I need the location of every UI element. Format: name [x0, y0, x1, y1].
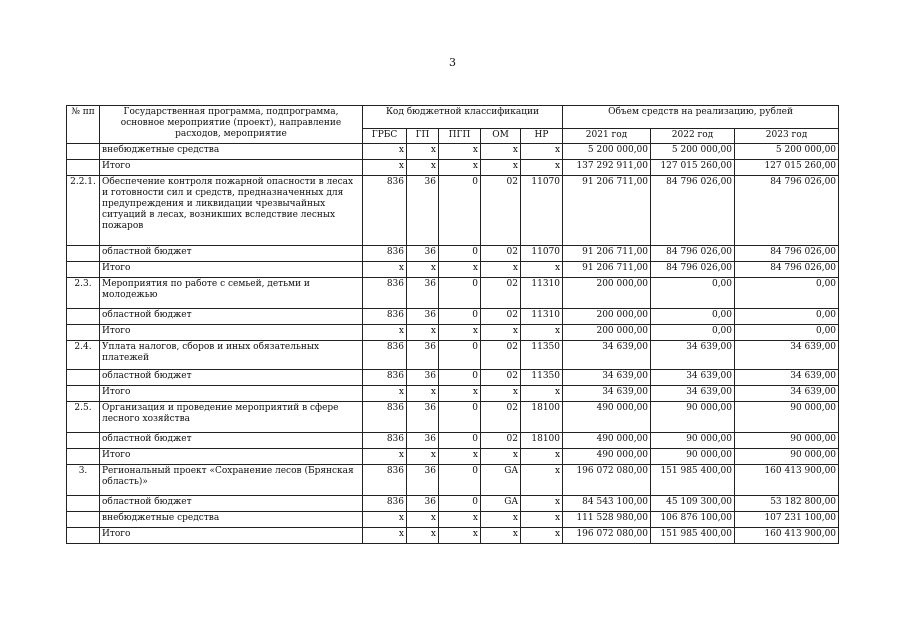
header-code-pgp: ПГП: [439, 129, 481, 144]
code-nr-cell: 11310: [521, 309, 563, 325]
amount-2023-cell: 34 639,00: [735, 386, 839, 402]
header-code-grbs: ГРБС: [363, 129, 407, 144]
header-code-gp: ГП: [407, 129, 439, 144]
amount-2023-cell: 160 413 900,00: [735, 528, 839, 544]
code-om-cell: 02: [481, 309, 521, 325]
amount-2021-cell: 196 072 080,00: [563, 528, 651, 544]
table-row: [67, 176, 839, 246]
amount-2023-cell: 5 200 000,00: [735, 144, 839, 160]
header-code-om: ОМ: [481, 129, 521, 144]
code-grbs-cell: x: [363, 386, 407, 402]
code-grbs-cell: x: [363, 325, 407, 341]
amount-2023-cell: 107 231 100,00: [735, 512, 839, 528]
code-pgp-cell: x: [439, 449, 481, 465]
header-num: № пп: [67, 106, 100, 144]
code-om-cell: 02: [481, 176, 521, 246]
code-nr-cell: x: [521, 160, 563, 176]
row-name-cell: Итого: [100, 449, 363, 465]
code-pgp-cell: x: [439, 386, 481, 402]
code-pgp-cell: 0: [439, 496, 481, 512]
code-pgp-cell: x: [439, 512, 481, 528]
table-row: [67, 402, 839, 433]
code-nr-cell: x: [521, 386, 563, 402]
code-om-cell: x: [481, 512, 521, 528]
code-nr-cell: x: [521, 465, 563, 496]
table-row: [67, 449, 839, 465]
amount-2023-cell: 34 639,00: [735, 341, 839, 370]
code-gp-cell: x: [407, 262, 439, 278]
code-grbs-cell: x: [363, 144, 407, 160]
amount-2021-cell: 91 206 711,00: [563, 176, 651, 246]
code-pgp-cell: x: [439, 262, 481, 278]
table-row: [67, 160, 839, 176]
row-number-cell: [67, 512, 100, 528]
amount-2023-cell: 160 413 900,00: [735, 465, 839, 496]
row-name-cell: Итого: [100, 325, 363, 341]
row-name-cell: областной бюджет: [100, 309, 363, 325]
amount-2022-cell: 106 876 100,00: [651, 512, 735, 528]
row-name-cell: Мероприятия по работе с семьей, детьми и молодежью: [100, 278, 363, 309]
row-name-cell: областной бюджет: [100, 246, 363, 262]
amount-2023-cell: 127 015 260,00: [735, 160, 839, 176]
code-gp-cell: x: [407, 144, 439, 160]
code-om-cell: x: [481, 449, 521, 465]
code-nr-cell: 11350: [521, 370, 563, 386]
amount-2022-cell: 34 639,00: [651, 386, 735, 402]
code-gp-cell: x: [407, 449, 439, 465]
row-number-cell: [67, 496, 100, 512]
amount-2022-cell: 84 796 026,00: [651, 176, 735, 246]
table-row: [67, 528, 839, 544]
amount-2022-cell: 0,00: [651, 278, 735, 309]
code-om-cell: 02: [481, 341, 521, 370]
row-name-cell: областной бюджет: [100, 496, 363, 512]
row-number-cell: [67, 370, 100, 386]
amount-2021-cell: 490 000,00: [563, 449, 651, 465]
row-number-cell: [67, 433, 100, 449]
header-code-nr: НР: [521, 129, 563, 144]
amount-2021-cell: 490 000,00: [563, 433, 651, 449]
amount-2021-cell: 84 543 100,00: [563, 496, 651, 512]
table-row: [67, 496, 839, 512]
amount-2023-cell: 84 796 026,00: [735, 262, 839, 278]
table-row: [67, 262, 839, 278]
code-gp-cell: x: [407, 528, 439, 544]
amount-2021-cell: 200 000,00: [563, 309, 651, 325]
table-row: [67, 246, 839, 262]
table-row: [67, 465, 839, 496]
code-pgp-cell: 0: [439, 465, 481, 496]
amount-2023-cell: 34 639,00: [735, 370, 839, 386]
amount-2022-cell: 84 796 026,00: [651, 262, 735, 278]
amount-2022-cell: 45 109 300,00: [651, 496, 735, 512]
code-grbs-cell: 836: [363, 341, 407, 370]
code-grbs-cell: 836: [363, 278, 407, 309]
code-grbs-cell: 836: [363, 309, 407, 325]
code-grbs-cell: 836: [363, 433, 407, 449]
code-om-cell: x: [481, 528, 521, 544]
amount-2023-cell: 0,00: [735, 278, 839, 309]
code-nr-cell: 11310: [521, 278, 563, 309]
row-number-cell: 2.5.: [67, 402, 100, 433]
amount-2022-cell: 5 200 000,00: [651, 144, 735, 160]
page-number: 3: [449, 56, 456, 69]
row-name-cell: внебюджетные средства: [100, 512, 363, 528]
amount-2022-cell: 151 985 400,00: [651, 465, 735, 496]
amount-2021-cell: 91 206 711,00: [563, 262, 651, 278]
code-grbs-cell: 836: [363, 176, 407, 246]
code-nr-cell: 18100: [521, 402, 563, 433]
amount-2021-cell: 200 000,00: [563, 325, 651, 341]
amount-2023-cell: 53 182 800,00: [735, 496, 839, 512]
amount-2021-cell: 34 639,00: [563, 370, 651, 386]
table-row: [67, 386, 839, 402]
table-row: [67, 433, 839, 449]
amount-2023-cell: 90 000,00: [735, 433, 839, 449]
table-header: [67, 106, 839, 144]
row-name-cell: Обеспечение контроля пожарной опасности в лесах и готовности сил и средств, предназначенных для предупреждения и ликвидации чрезвычайных ситуаций в лесах, возникших вследствие лесных пожаров: [100, 176, 363, 246]
code-om-cell: x: [481, 160, 521, 176]
amount-2021-cell: 111 528 980,00: [563, 512, 651, 528]
code-grbs-cell: x: [363, 449, 407, 465]
header-name: Государственная программа, подпрограмма, основное мероприятие (проект), направление расходов, мероприятие: [100, 106, 363, 144]
code-gp-cell: x: [407, 325, 439, 341]
header-year-2021: 2021 год: [563, 129, 651, 144]
code-om-cell: x: [481, 262, 521, 278]
header-year-2023: 2023 год: [735, 129, 839, 144]
row-name-cell: Региональный проект «Сохранение лесов (Брянская область)»: [100, 465, 363, 496]
row-name-cell: областной бюджет: [100, 433, 363, 449]
code-om-cell: 02: [481, 370, 521, 386]
row-name-cell: областной бюджет: [100, 370, 363, 386]
code-om-cell: x: [481, 325, 521, 341]
code-pgp-cell: 0: [439, 309, 481, 325]
row-name-cell: Итого: [100, 528, 363, 544]
amount-2021-cell: 5 200 000,00: [563, 144, 651, 160]
row-number-cell: [67, 160, 100, 176]
amount-2022-cell: 90 000,00: [651, 433, 735, 449]
code-gp-cell: 36: [407, 402, 439, 433]
code-gp-cell: x: [407, 512, 439, 528]
code-nr-cell: x: [521, 325, 563, 341]
amount-2023-cell: 0,00: [735, 309, 839, 325]
row-number-cell: [67, 144, 100, 160]
code-grbs-cell: x: [363, 512, 407, 528]
code-om-cell: x: [481, 144, 521, 160]
code-gp-cell: 36: [407, 496, 439, 512]
table-row: [67, 325, 839, 341]
row-number-cell: [67, 528, 100, 544]
row-number-cell: 2.2.1.: [67, 176, 100, 246]
code-grbs-cell: x: [363, 160, 407, 176]
code-nr-cell: x: [521, 528, 563, 544]
code-gp-cell: 36: [407, 278, 439, 309]
row-number-cell: [67, 449, 100, 465]
code-grbs-cell: 836: [363, 465, 407, 496]
amount-2021-cell: 196 072 080,00: [563, 465, 651, 496]
code-gp-cell: 36: [407, 465, 439, 496]
row-number-cell: [67, 386, 100, 402]
header-budget-code-group: Код бюджетной классификации: [363, 106, 563, 129]
code-grbs-cell: 836: [363, 246, 407, 262]
header-year-2022: 2022 год: [651, 129, 735, 144]
code-grbs-cell: 836: [363, 402, 407, 433]
budget-table: [66, 105, 839, 544]
row-name-cell: Итого: [100, 160, 363, 176]
code-gp-cell: 36: [407, 370, 439, 386]
amount-2022-cell: 34 639,00: [651, 341, 735, 370]
code-om-cell: x: [481, 386, 521, 402]
table-body: [67, 144, 839, 544]
row-number-cell: [67, 325, 100, 341]
row-name-cell: Итого: [100, 386, 363, 402]
amount-2023-cell: 84 796 026,00: [735, 246, 839, 262]
code-pgp-cell: x: [439, 325, 481, 341]
code-gp-cell: 36: [407, 176, 439, 246]
code-grbs-cell: 836: [363, 496, 407, 512]
amount-2022-cell: 127 015 260,00: [651, 160, 735, 176]
code-nr-cell: x: [521, 496, 563, 512]
row-number-cell: 2.3.: [67, 278, 100, 309]
code-pgp-cell: 0: [439, 402, 481, 433]
amount-2022-cell: 90 000,00: [651, 402, 735, 433]
code-om-cell: 02: [481, 278, 521, 309]
amount-2022-cell: 151 985 400,00: [651, 528, 735, 544]
code-nr-cell: x: [521, 144, 563, 160]
row-number-cell: [67, 309, 100, 325]
code-pgp-cell: 0: [439, 246, 481, 262]
code-gp-cell: 36: [407, 341, 439, 370]
amount-2023-cell: 0,00: [735, 325, 839, 341]
code-om-cell: 02: [481, 402, 521, 433]
code-gp-cell: x: [407, 386, 439, 402]
code-pgp-cell: 0: [439, 176, 481, 246]
code-om-cell: 02: [481, 246, 521, 262]
code-pgp-cell: x: [439, 528, 481, 544]
code-om-cell: 02: [481, 433, 521, 449]
header-amount-group: Объем средств на реализацию, рублей: [563, 106, 839, 129]
row-name-cell: Организация и проведение мероприятий в сфере лесного хозяйства: [100, 402, 363, 433]
row-number-cell: [67, 262, 100, 278]
amount-2023-cell: 90 000,00: [735, 449, 839, 465]
row-number-cell: [67, 246, 100, 262]
amount-2022-cell: 0,00: [651, 309, 735, 325]
table-row: [67, 278, 839, 309]
amount-2021-cell: 34 639,00: [563, 386, 651, 402]
row-name-cell: Уплата налогов, сборов и иных обязательных платежей: [100, 341, 363, 370]
row-name-cell: внебюджетные средства: [100, 144, 363, 160]
code-nr-cell: x: [521, 449, 563, 465]
table-row: [67, 309, 839, 325]
amount-2022-cell: 34 639,00: [651, 370, 735, 386]
code-gp-cell: x: [407, 160, 439, 176]
code-nr-cell: x: [521, 512, 563, 528]
code-gp-cell: 36: [407, 309, 439, 325]
code-gp-cell: 36: [407, 246, 439, 262]
table-row: [67, 341, 839, 370]
row-number-cell: 2.4.: [67, 341, 100, 370]
code-grbs-cell: x: [363, 528, 407, 544]
amount-2023-cell: 90 000,00: [735, 402, 839, 433]
code-grbs-cell: 836: [363, 370, 407, 386]
amount-2022-cell: 84 796 026,00: [651, 246, 735, 262]
amount-2023-cell: 84 796 026,00: [735, 176, 839, 246]
row-name-cell: Итого: [100, 262, 363, 278]
table-row: [67, 370, 839, 386]
amount-2021-cell: 490 000,00: [563, 402, 651, 433]
amount-2021-cell: 200 000,00: [563, 278, 651, 309]
code-nr-cell: x: [521, 262, 563, 278]
code-pgp-cell: 0: [439, 341, 481, 370]
row-number-cell: 3.: [67, 465, 100, 496]
amount-2021-cell: 34 639,00: [563, 341, 651, 370]
table-row: [67, 512, 839, 528]
code-gp-cell: 36: [407, 433, 439, 449]
code-om-cell: GA: [481, 496, 521, 512]
code-pgp-cell: x: [439, 144, 481, 160]
code-nr-cell: 18100: [521, 433, 563, 449]
code-pgp-cell: 0: [439, 370, 481, 386]
code-grbs-cell: x: [363, 262, 407, 278]
code-om-cell: GA: [481, 465, 521, 496]
code-nr-cell: 11070: [521, 246, 563, 262]
code-pgp-cell: 0: [439, 278, 481, 309]
amount-2022-cell: 90 000,00: [651, 449, 735, 465]
code-nr-cell: 11350: [521, 341, 563, 370]
code-pgp-cell: x: [439, 160, 481, 176]
code-pgp-cell: 0: [439, 433, 481, 449]
amount-2021-cell: 137 292 911,00: [563, 160, 651, 176]
code-nr-cell: 11070: [521, 176, 563, 246]
table-row: [67, 144, 839, 160]
amount-2021-cell: 91 206 711,00: [563, 246, 651, 262]
amount-2022-cell: 0,00: [651, 325, 735, 341]
